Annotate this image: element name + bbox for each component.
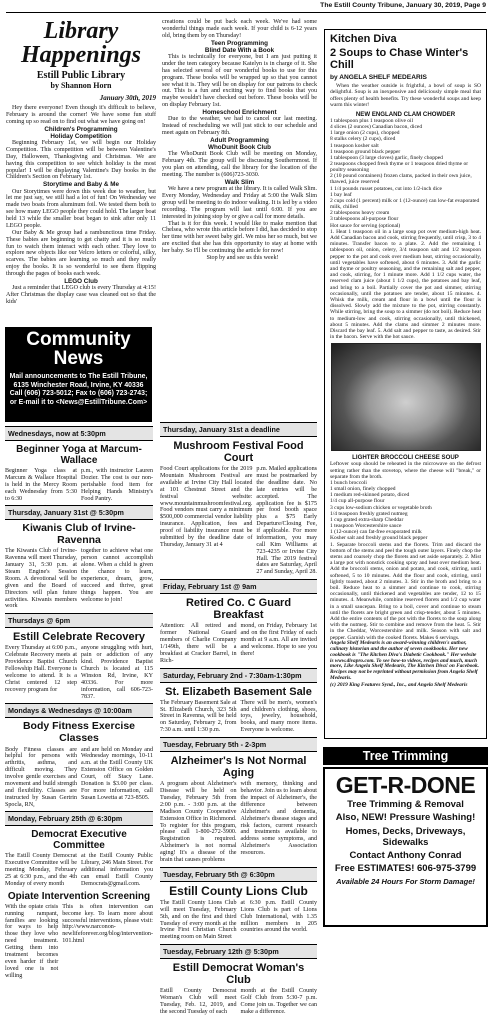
ad-line: Also, NEW! Pressure Washing! xyxy=(335,812,476,824)
event-date-bar: Friday, February 1st @ 9am xyxy=(160,579,317,594)
event-text: Food Court applications for the 2019 Mountain Mushroom Festival are available at Irvine City Hall located at 101 Chestnut Street and the festival website: www.mountainmushroomfestival.org. Food vendors must carry a minimum $500,000 commercial vendor liability insurance. Application, fees and proof of liability insurance must be submitted by the deadline date of Thursday, January 31 at 4 xyxy=(160,466,253,548)
ingredient-item: 1 teaspoon Worcestershire sauce xyxy=(330,523,402,530)
event-title: Beginner Yoga at Marcum-Wallace xyxy=(16,444,142,466)
library-paragraph: Due to the weather, we had to cancel our last meeting. Instead of rescheduling we will just stick to our schedule and meet again on February 8th. xyxy=(162,116,317,137)
events-column-middle xyxy=(160,422,318,1016)
section-heading: LEGO Club xyxy=(64,277,98,285)
event-item xyxy=(160,944,317,1016)
event-item xyxy=(5,891,153,980)
event-text: anyone struggling with hurt, pain or addiction of any kind. Providence Baptist Church is located at 115 Winston Rd, Irvine, KY 40336. For more information, call 606-723-7837. xyxy=(81,645,153,700)
ad-tagline: Available 24 Hours For Storm Damage! xyxy=(336,877,475,887)
kitchen-header: Kitchen Diva xyxy=(330,33,397,45)
contact-line: Call (606) 723-5012; Fax to (606) 723-2743; xyxy=(9,390,148,398)
ingredient-item: 1 small onion, finely chopped xyxy=(330,486,396,493)
event-text: with memory, thinking and behavior. Join us to learn about the impact of Alzheimer's, the difference between Alzheimer's and dementia, Alzheimer's disease stages and risk factors, current research and treatments available to address some symptoms, and Alzheimer's Association resources. xyxy=(240,781,317,857)
ingredient-item: 1 large onion (2 cups), chopped xyxy=(330,130,400,137)
section-heading: Walk Slim xyxy=(224,178,255,186)
recipe-intro: Leftover soup should be reheated in the microwave on the defrost setting rather than the stovetop, where the cheese will "break," or separate from the broth. xyxy=(330,461,481,480)
library-paragraph: Our Storytimes were down this week due to weather, but let me just say, we still had a lot of fun! On Wednesday we made two boats from aluminum foil. We tested them both to see how many LEGO people they could hold. The larger boat held 13 while the smaller boat began to sink after only 11 LEGO people. xyxy=(6,188,156,229)
library-paragraph: That is it for this week. I would like to make mention that Chelsea, who wrote this article before I did, has decided to stop her time with her sweet baby girl. We miss her so much, but we are excited that she has this opportunity to stay at home with her baby. So I'll be continuing the article for now! xyxy=(162,220,317,255)
library-paragraph: Beginning February 1st, we will begin our Holiday Competition. This competition will be between Valentine's Day, Halloween, Thanksgiving and Christmas. We are having this competition to see which holiday is the most popular! I will be displaying Valentine's Day books in the Children's Section on February 1st. xyxy=(6,140,156,181)
ingredient-item: 4 slices (2 ounces) Canadian bacon, diced xyxy=(330,124,423,131)
ingredient-item: 2 (10 pound containers) frozen clams, packed in their own juice, thawed, juice reserved xyxy=(330,173,472,186)
contact-line: Mail announcements to The Estill Tribune, xyxy=(9,373,148,380)
library-subtitle: Estill Public Library xyxy=(36,70,126,81)
event-text: This is often intervention can become key. To learn more about successful interventions, please visit: http://www.narconon-newlifeforever.org/blog/intervention-101.html xyxy=(62,903,154,945)
event-title: Alzheimer's Is Not Normal Aging xyxy=(170,755,307,780)
library-paragraph: Just a reminder that LEGO club is every Thursday at 4:15! After Christmas the display case was cleaned out so that the kids' xyxy=(6,285,156,305)
event-date-bar: Tuesday, February 5th @ 6:30pm xyxy=(160,867,317,882)
ingredient-item: 3 cups low-sodium chicken or vegetable broth xyxy=(330,504,432,511)
page-header xyxy=(6,2,486,13)
event-item xyxy=(160,422,317,576)
community-news-contact xyxy=(5,373,152,408)
event-item xyxy=(160,579,317,664)
contact-line: or E-mail it to <News@EstillTribune.Com> xyxy=(9,398,148,406)
ad-line: Homes, Decks, Driveways, Sidewalks xyxy=(345,825,466,848)
ingredient-item: 3 tablespoons all-purpose flour xyxy=(330,216,399,223)
event-text: A program about Alzheimer's Disease will be held on Tuesday, February 5th from 2:00 p.m. - 3:00 p.m. at the Madison County Cooperative Extension Office in Richmond. To register for this program, please call 1-800-272-3900. Registration is required. Alzheimer's is not normal aging! It's a disease of the brain that causes problems xyxy=(160,781,237,863)
kitchen-diva-box xyxy=(324,29,487,739)
recipe-title: NEW ENGLAND CLAM CHOWDER xyxy=(355,110,456,118)
kitchen-intro: When the weather outside is frightful, a bowl of soup is SO delightful. Soup is an inexpensive and deliciously simple meal that offers plenty of health benefits. Try these wonderful soups and keep warm this winter! xyxy=(330,83,481,108)
library-paragraph: This is technically for everyone, but I am just putting it under the teen category because Katelyn is in charge of it. She has selected several of our wonderful books to use for this program. These books will be wrapped up so that you cannot see what it is. They will be on display for our patrons to check out. This is a fun and exciting way to find books that you maybe wouldn't have checked out before. These books will be on display February 1st. xyxy=(162,54,317,109)
ad-line: Tree Trimming & Removal xyxy=(347,799,464,811)
event-text: Every Thursday at 6:00 p.m., Celebrate Recovery meets at Providence Baptist Church Fellowship Hall. Everyone is welcome to attend. It is a Christ centered 12 step recovery program for xyxy=(5,645,77,693)
ingredient-item: 2 cups cold (1 percent) milk or 1 (12-ounce) can low-fat evaporated milk, chilled xyxy=(330,197,480,211)
library-column-1 xyxy=(6,19,156,322)
event-text: at the Estill County Public Library, 246 Main Street. For additional information you can email Estill County Democrats@gmail.com. xyxy=(81,853,153,887)
event-title: Body Fitness Exercise Classes xyxy=(22,720,136,744)
event-title: Estill Celebrate Recovery xyxy=(12,631,146,644)
event-date-bar: Tuesday, February 12th @ 5:30pm xyxy=(160,944,317,959)
event-text: mond, on Friday, February 1st and on the first Friday of each month at 9 a.m. All are invited and welcome. Hope to see you there! xyxy=(240,623,317,657)
event-item xyxy=(160,737,317,864)
ingredient-item: Kosher salt and freshly ground black pepper xyxy=(330,535,428,542)
ad-phone: Free ESTIMATES! 606-975-3799 xyxy=(334,863,477,875)
section-heading: Children's Programming xyxy=(44,125,118,133)
contact-line: 6135 Winchester Road, Irvine, KY 40336 xyxy=(13,381,144,389)
soup-photo xyxy=(331,343,481,451)
ingredient-item: 1/4 teaspoon freshly grated nutmeg xyxy=(330,510,408,517)
event-text: The Kiwanis Club of Irvine-Ravenna will meet Thursday, January 31, 5:30 p.m. at Steam Engine's Session Room. A devotional will be given and the Board of Directors will plan future activities. Kiwanis members work xyxy=(5,548,77,610)
library-date: January 30th, 2019 xyxy=(99,94,156,102)
section-heading: Homeschool Enrichment xyxy=(202,109,277,117)
event-text: month at the Estill County Golf Club from 5:30-7 p.m. Come join us. Together we can make a difference. xyxy=(240,988,317,1016)
library-paragraph: creations could be put back each week. We've had some wonderful things made each week. If your child is 6-12 years old, bring them by on Thursday! xyxy=(162,19,317,39)
recipe-steps: 1. Separate broccoli stems and the florets. Trim and discard the bottom of the stems and peel the tough outer layers. Finely chop the stems and coarsely chop the florets and set aside separately. 2. Mist a large pot with nonstick cooking spray and heat over medium heat. Add the broccoli stems, onion and potato, and cook, stirring, until softened, 5 to 10 minutes. Add the flour and cook, stirring, until lightly toasted, about 2 minutes. 3. Stir in the broth and bring to a boil. Reduce heat to a simmer and continue to cook, stirring occasionally, until thickened and vegetables are tender, 12 to 15 minutes. 4. Meanwhile, combine reserved florets and 1/2 cup water in a small saucepan. Bring to a boil, cover and continue to steam until the florets are bright green and crisp-tender, about 5 minutes. Add the entire contents of the pot with the florets to the soup along with the nutmeg. Stir to combine and remove from the heat. 5. Stir in the Cheddar, Worcestershire and milk. Season with salt and pepper. Garnish with the cooked florets. Makes 6 servings. xyxy=(330,541,481,641)
ad-line: Contact Anthony Conrad xyxy=(349,849,462,861)
event-text: Attention: All retired and former National Guard members of Charlie Company 1/149th, there will be a breakfast at Cracker Barrel, in Rich- xyxy=(160,623,237,664)
event-text: Body Fitness classes are helpful for persons with arthritis, asthma, and difficult moving. They involve gentle exercises and movement and build strength and flexibility. Classes are instructed by Susan Gertrin Spocla, RN, xyxy=(5,746,77,808)
library-byline: by Shannon Horn xyxy=(50,81,112,90)
event-date-bar: Mondays & Wednesdays @ 10:00am xyxy=(5,703,153,718)
ingredient-item: 1 medium red-skinned potato, diced xyxy=(330,492,410,499)
event-text: together to achieve what one person cannot accomplish alone. When a child is given the chance to learn, experience, dream, grow, succeed and thrive, great things happen. You are welcome to join! xyxy=(81,548,153,603)
library-paragraph: Stop by and see us this week! xyxy=(206,254,279,261)
author-note: Angela Shelf Medearis is an award-winning children's author, culinary historian and the author of seven cookbooks. Her new cookbook is "The Kitchen Diva's Diabetic Cookbook." Her website is www.divapro.com. To see how-to videos, recipes and much, much more, Like Angela Shelf Medearis, The Kitchen Diva! on Facebook. Recipes may not be reprinted without permission from Angela Shelf Medearis. xyxy=(330,639,479,682)
event-item xyxy=(5,703,153,808)
library-title-2: Happenings xyxy=(20,42,142,68)
event-date-bar: Monday, February 25th @ 6:30pm xyxy=(5,811,153,826)
library-paragraph: Our Baby & Me group had a rambunctious time Friday. These babies are beginning to get chatty and it is so much fun to watch them interact with each other. They love to explore new objects like our Velcro letters or colorful, silky, scarves. The babies are learning so much and they really enjoy the books. It is so wonderful to see them flipping through the pages of books each week. xyxy=(6,229,156,278)
event-title: Estill Democrat Woman's Club xyxy=(172,962,305,987)
event-item xyxy=(5,613,153,700)
event-text: at 6:30 p.m. Estill County Lions Club is part of Lions Club International, with 1.35 million members in 205 countries around the world. xyxy=(240,899,317,934)
event-text: With the opiate crisis running rampant, families are looking for ways to help those they love who need treatment. Getting them into treatment becomes even harder if their loved one is not willing xyxy=(5,903,59,979)
tree-trimming-ad xyxy=(323,767,488,927)
event-item xyxy=(5,426,153,502)
ingredient-item: 2 teaspoons chopped fresh thyme or 1 teaspoon dried thyme or poultry seasoning xyxy=(330,161,469,174)
kitchen-byline: by ANGELA SHELF MEDEARIS xyxy=(330,74,427,82)
ingredient-item: 8 stalks celery (2 cups), diced xyxy=(330,136,396,143)
event-date-bar: Saturday, February 2nd - 7:30am-1:30pm xyxy=(160,668,317,683)
event-date-bar: Wednesdays, now at 5:30pm xyxy=(5,426,153,441)
library-title-1: Library xyxy=(43,18,119,44)
library-paragraph: We have a new program at the library. It is called Walk Slim. Every Monday, Wednesday and Friday at 5:00 the Walk Slim group will be meeting to do indoor walking. It is led by a video recording. The program will last until 6:00. If you are interested in joining stop by or give a call for more details. xyxy=(162,186,317,220)
ingredient-list xyxy=(330,480,481,542)
section-heading: Teen Programming xyxy=(211,39,268,47)
event-text: The Estill County Democrat Executive Committee will be meeting Monday, February 25 at 6:30 p.m., and the 4th Monday of every month xyxy=(5,853,77,887)
event-title: Kiwanis Club of Irvine-Ravenna xyxy=(22,522,136,546)
event-text: p.m. Mailed applications must be postmarked by the deadline date. No late entries will be accepted. The application fee is $175 per food booth space plus a $75 Early Departure/Closing Fee, if applicable. For more information, you may call Kim Williams at 723-4235 or Irvine City Hall. The 2019 festival dates are Saturday, April 27 and Sunday, April 28. xyxy=(256,466,318,576)
events-column-left xyxy=(5,426,154,979)
event-title: Mushroom Festival Food Court xyxy=(173,440,304,465)
event-text: The February Basement Sale at St. Elizabeth Church, 323 5th Street in Ravenna, will be held on Saturday, February 2, from 7:30 a.m. until 1:30 p.m. xyxy=(160,699,237,734)
event-title: Retired Co. C Guard Breakfast xyxy=(185,597,292,622)
event-text: Estill County Democrat Woman's Club will meet Tuesday, Feb. 12, 2019, and the second Tuesday of each xyxy=(160,988,237,1016)
ingredient-item: 1 cup grated extra-sharp Cheddar xyxy=(330,516,404,523)
section-heading: Storytime and Baby & Me xyxy=(43,181,119,189)
section-heading: WhoDunit Book Club xyxy=(208,144,271,152)
event-text: Beginner Yoga class at Marcum & Wallace Hospital is held in the Mercy Room each Wednesday from 5:30 to 6:30 xyxy=(5,468,77,502)
event-title: Opiate Intervention Screening xyxy=(7,890,151,902)
page-header-text: The Estill County Tribune, January 30, 2019, Page 9 xyxy=(320,2,486,9)
section-heading: Adult Programming xyxy=(210,136,269,144)
community-news-title: Community News xyxy=(26,329,131,369)
event-title: Democrat Executive Committee xyxy=(31,829,127,852)
ingredient-item: 1 (12-ounce) can fat-free evaporated milk xyxy=(330,529,422,536)
event-date-bar: Thursday, January 31st a deadline xyxy=(160,422,317,437)
event-item xyxy=(5,505,153,610)
ingredient-item: 1/4 cup all-purpose flour xyxy=(330,498,385,505)
ingredient-item: 1 teaspoon ground black pepper xyxy=(330,148,401,155)
library-column-2 xyxy=(162,19,317,419)
recipe-title: LIGHTER BROCCOLI CHEESE SOUP xyxy=(352,454,459,462)
ingredient-item: 1 bay leaf xyxy=(330,191,352,198)
event-title: Estill County Lions Club xyxy=(169,883,308,898)
ad-headline: GET-R-DONE xyxy=(335,772,476,798)
event-date-bar: Thursdays @ 6pm xyxy=(5,613,153,628)
event-text: There will be men's, women's and children's clothing, shoes, toys, jewelry, household, books, and many more items. Everyone is welcome. xyxy=(240,699,317,734)
copyright: (c) 2019 King Features Synd., Inc., and Angela Shelf Medearis xyxy=(330,682,468,689)
kitchen-title: 2 Soups to Chase Winter's Chill xyxy=(330,47,469,71)
ingredient-list xyxy=(330,118,481,229)
event-date-bar: Thursday, January 31st @ 5:30pm xyxy=(5,505,153,520)
ingredient-item: 1 bunch broccoli xyxy=(330,479,367,486)
tree-trimming-header: Tree Trimming xyxy=(323,747,488,765)
section-heading: Blind Date With a Book xyxy=(204,46,275,54)
library-paragraph: The WhoDunit Book Club will be meeting on Monday, February 4th. The group will be discussing Southernmost. If you plan on attending, call the library for the location of the meeting. The number is (606)723-3030. xyxy=(162,151,317,179)
event-date-bar: Tuesday, February 5th - 2-3pm xyxy=(160,737,317,752)
community-news-box xyxy=(5,327,152,422)
event-item xyxy=(160,668,317,734)
event-text: p.m., with instructor Lauren Dozier. The cost is our non-perishable food item for Helping Hands Ministry's Food Pantry. xyxy=(81,468,153,502)
ingredient-item: 2 tablespoons heavy cream xyxy=(330,210,390,217)
ingredient-item: 1 tablespoon plus 1 teaspoon olive oil xyxy=(330,117,414,124)
event-item xyxy=(160,867,317,941)
event-item xyxy=(5,811,153,887)
event-text: The Estill County Lions Club will meet Tuesday, February 5th, and on the first and third Tuesday of every month at the Irvine First Christian Church meeting room on Main Street xyxy=(160,899,237,941)
section-heading: Holiday Competition xyxy=(50,132,112,140)
ingredient-item: 1 1/4 pounds russet potatoes, cut into 1/2-inch dice xyxy=(330,185,442,192)
ingredient-item: Hot sauce for serving (optional) xyxy=(330,222,401,229)
ingredient-item: 1 teaspoon kosher salt xyxy=(330,142,379,149)
recipe-steps: 1. Heat 1 teaspoon oil in a large soup pot over medium-high heat. Add Canadian bacon and cook, stirring frequently, until crisp, 3 to 4 minutes. Transfer bacon to a plate. 2. Add the remaining 1 tablespoon oil, onion, celery, 3/4 teaspoon salt and 1/2 teaspoon pepper to the pot and cook over medium heat, stirring occasionally, until vegetables have softened, about 6 minutes. 3. Add the garlic and thyme or poultry seasoning, and the remaining salt and pepper, and cook, stirring, for 1 minute more. Add 1 1/2 cups water, the reserved clam juice (about 1 1/2 cups), the potatoes and bay leaf, and bring to a boil. Partially cover the pot and simmer, stirring occasionally, until the potatoes are tender, about 15 minutes. 4. Whisk the milk, cream and flour in a bowl until the flour is dissolved. Slowly add the mixture to the pot, stirring constantly. While stirring, bring the soup to a simmer (do not boil). Reduce heat to medium-low and cook, stirring occasionally, until thickened, about 5 minutes. Add the clams and simmer 2 minutes more. Discard the bay leaf. 5. Add salt and pepper to taste, as desired. Stir in the bacon. Serve with the hot sauce. xyxy=(330,228,481,341)
event-text: and are held on Monday and Wednesday mornings, 10-11 a.m. at the Estill County UK Extension Office on Golden Court, off Stacy Lane. Donation is $3.00 per class. For more information, call Susan Lowetta at 723-8505. xyxy=(81,746,153,801)
library-paragraph: Hey there everyone! Even though it's difficult to believe, February is around the corner! We have some fun stuff coming up so read on to find out what we have going on! xyxy=(6,105,156,125)
event-title: St. Elizabeth Basement Sale xyxy=(165,685,312,698)
ingredient-item: 1 tablespoon (3 large cloves) garlic, finely chopped xyxy=(330,154,443,161)
